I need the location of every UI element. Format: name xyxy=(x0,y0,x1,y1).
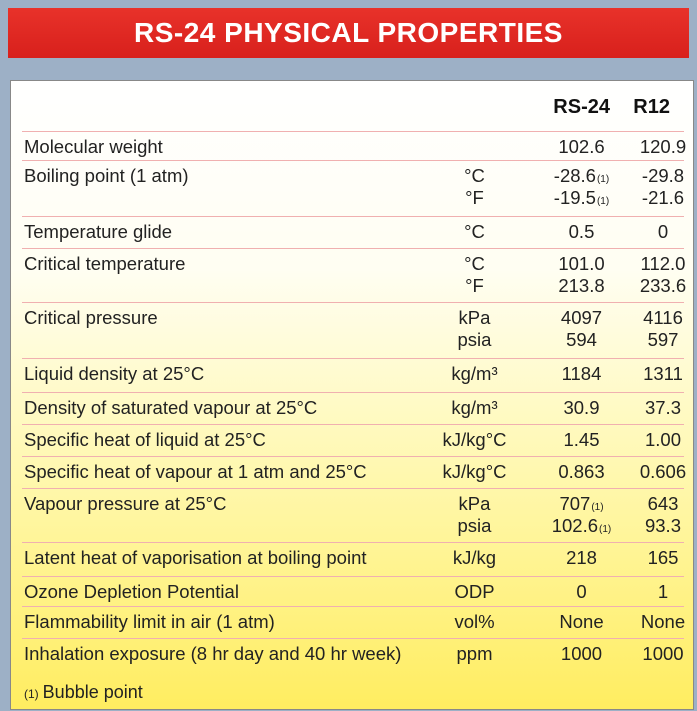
r12-cell xyxy=(624,253,697,297)
unit-value: vol% xyxy=(454,611,495,632)
unit-cell xyxy=(417,461,532,483)
rs24-value: 102.6 xyxy=(551,515,599,536)
rs24-cell xyxy=(529,307,634,351)
rs24-cell xyxy=(529,611,634,633)
r12-value: 1.00 xyxy=(644,429,681,450)
rs24-value: 101.0 xyxy=(558,253,605,274)
table-row xyxy=(22,424,684,457)
table-row xyxy=(22,488,684,543)
property-label: Specific heat of liquid at 25°C xyxy=(24,429,266,450)
footnote-marker: (1) xyxy=(24,687,39,701)
r12-cell xyxy=(624,581,697,603)
unit-value: °C xyxy=(464,221,485,242)
rs24-value: 1000 xyxy=(560,643,603,664)
unit-value: °C xyxy=(464,165,485,186)
rs24-value: 102.6 xyxy=(558,136,605,157)
footnote xyxy=(24,682,143,703)
rs24-value: 213.8 xyxy=(558,275,605,296)
unit-cell xyxy=(417,136,532,158)
r12-cell xyxy=(624,611,697,633)
unit-cell xyxy=(417,165,532,209)
rs24-value: 0.5 xyxy=(568,221,595,242)
property-label: Ozone Depletion Potential xyxy=(24,581,239,602)
rs24-value: 0 xyxy=(576,581,587,602)
property-label: Specific heat of vapour at 1 atm and 25°C xyxy=(24,461,367,482)
table-row xyxy=(22,160,684,217)
table-row xyxy=(22,131,687,161)
note-marker: (1) xyxy=(596,174,610,185)
property-label: Critical temperature xyxy=(24,253,186,274)
rs24-cell xyxy=(529,397,634,419)
rs24-value: 0.863 xyxy=(558,461,605,482)
property-label: Liquid density at 25°C xyxy=(24,363,205,384)
rs24-cell xyxy=(529,221,634,243)
rs24-value: 1.45 xyxy=(563,429,600,450)
rs24-value: None xyxy=(559,611,604,632)
property-label: Inhalation exposure (8 hr day and 40 hr week) xyxy=(24,643,402,664)
unit-value: kJ/kg°C xyxy=(442,461,507,482)
r12-value: 1000 xyxy=(642,643,684,664)
footnote-text: Bubble point xyxy=(42,682,143,702)
r12-value: 4116 xyxy=(643,307,683,328)
unit-cell xyxy=(417,397,532,419)
r12-cell xyxy=(624,221,697,243)
r12-value: 233.6 xyxy=(639,275,687,296)
column-header-r12: R12 xyxy=(633,96,670,118)
r12-cell xyxy=(624,461,697,483)
rs24-cell xyxy=(529,136,634,158)
unit-value: kJ/kg xyxy=(452,547,497,568)
rs24-value: 707 xyxy=(559,493,591,514)
unit-value: °F xyxy=(465,275,484,296)
r12-value: 120.9 xyxy=(639,136,687,157)
r12-value: 597 xyxy=(647,329,679,350)
r12-cell xyxy=(624,363,697,385)
r12-value: 165 xyxy=(647,547,679,568)
r12-value: -29.8 xyxy=(641,165,685,186)
table-row xyxy=(22,542,684,577)
note-marker: (1) xyxy=(596,196,610,207)
table-row xyxy=(22,216,684,249)
r12-value: 93.3 xyxy=(644,515,681,536)
rs24-value: 594 xyxy=(566,329,597,350)
rs24-value: 4097 xyxy=(560,307,603,328)
unit-cell xyxy=(417,547,532,569)
unit-value: ppm xyxy=(456,643,493,664)
table-row xyxy=(22,606,684,639)
unit-value: kg/m³ xyxy=(451,363,498,384)
unit-value: psia xyxy=(457,329,492,350)
r12-value: 1 xyxy=(657,581,669,602)
unit-cell xyxy=(417,643,532,665)
r12-cell xyxy=(624,307,697,351)
r12-cell xyxy=(624,165,697,209)
unit-value: kg/m³ xyxy=(451,397,498,418)
unit-cell xyxy=(417,221,532,243)
r12-cell xyxy=(624,429,697,451)
rs24-value: -19.5 xyxy=(553,187,596,208)
r12-value: 1311 xyxy=(643,363,683,384)
column-header-rs24: RS-24 xyxy=(553,96,610,118)
note-marker: (1) xyxy=(591,502,604,513)
table-row xyxy=(22,248,687,303)
unit-value: kPa xyxy=(458,493,491,514)
rs24-cell xyxy=(529,547,634,569)
rs24-value: 30.9 xyxy=(563,397,600,418)
table-row xyxy=(22,456,687,489)
r12-value: None xyxy=(640,611,686,632)
r12-cell xyxy=(624,547,697,569)
r12-cell xyxy=(624,643,697,665)
unit-value: ODP xyxy=(454,581,495,602)
r12-value: 0 xyxy=(657,221,669,242)
property-label: Latent heat of vaporisation at boiling point xyxy=(24,547,367,568)
r12-value: 37.3 xyxy=(644,397,681,418)
property-label: Vapour pressure at 25°C xyxy=(24,493,227,514)
rs24-cell xyxy=(529,253,634,297)
rs24-value: -28.6 xyxy=(553,165,596,186)
unit-cell xyxy=(417,581,532,603)
rs24-cell xyxy=(529,461,634,483)
unit-cell xyxy=(417,429,532,451)
table-row xyxy=(22,358,684,393)
r12-cell xyxy=(624,493,697,537)
unit-cell xyxy=(417,363,532,385)
unit-cell xyxy=(417,307,532,351)
property-label: Temperature glide xyxy=(24,221,173,242)
page-title: RS-24 PHYSICAL PROPERTIES xyxy=(134,17,563,48)
property-label: Density of saturated vapour at 25°C xyxy=(24,397,318,418)
rs24-cell xyxy=(529,165,634,209)
unit-cell xyxy=(417,611,532,633)
rs24-cell xyxy=(529,493,634,537)
table-row xyxy=(22,638,684,673)
table-row xyxy=(22,576,684,607)
r12-value: -21.6 xyxy=(641,187,685,208)
r12-value: 112.0 xyxy=(640,253,686,274)
rs24-cell xyxy=(529,581,634,603)
rs24-value: 218 xyxy=(566,547,597,568)
unit-value: °C xyxy=(464,253,485,274)
unit-value: °F xyxy=(465,187,484,208)
property-label: Flammability limit in air (1 atm) xyxy=(24,611,275,632)
rs24-cell xyxy=(529,363,634,385)
note-marker: (1) xyxy=(599,524,612,535)
property-label: Boiling point (1 atm) xyxy=(24,165,189,186)
unit-value: psia xyxy=(457,515,492,536)
r12-cell xyxy=(624,397,697,419)
title-banner xyxy=(8,8,689,58)
unit-value: kPa xyxy=(458,307,491,328)
r12-value: 0.606 xyxy=(639,461,687,482)
table-row xyxy=(22,302,684,359)
unit-cell xyxy=(417,253,532,297)
rs24-cell xyxy=(529,643,634,665)
unit-cell xyxy=(417,493,532,537)
property-label: Molecular weight xyxy=(24,136,163,157)
property-label: Critical pressure xyxy=(24,307,158,328)
r12-cell xyxy=(624,136,697,158)
rs24-cell xyxy=(529,429,634,451)
rs24-value: 1184 xyxy=(561,363,602,384)
unit-value: kJ/kg°C xyxy=(442,429,507,450)
table-row xyxy=(22,392,684,425)
r12-value: 643 xyxy=(647,493,679,514)
